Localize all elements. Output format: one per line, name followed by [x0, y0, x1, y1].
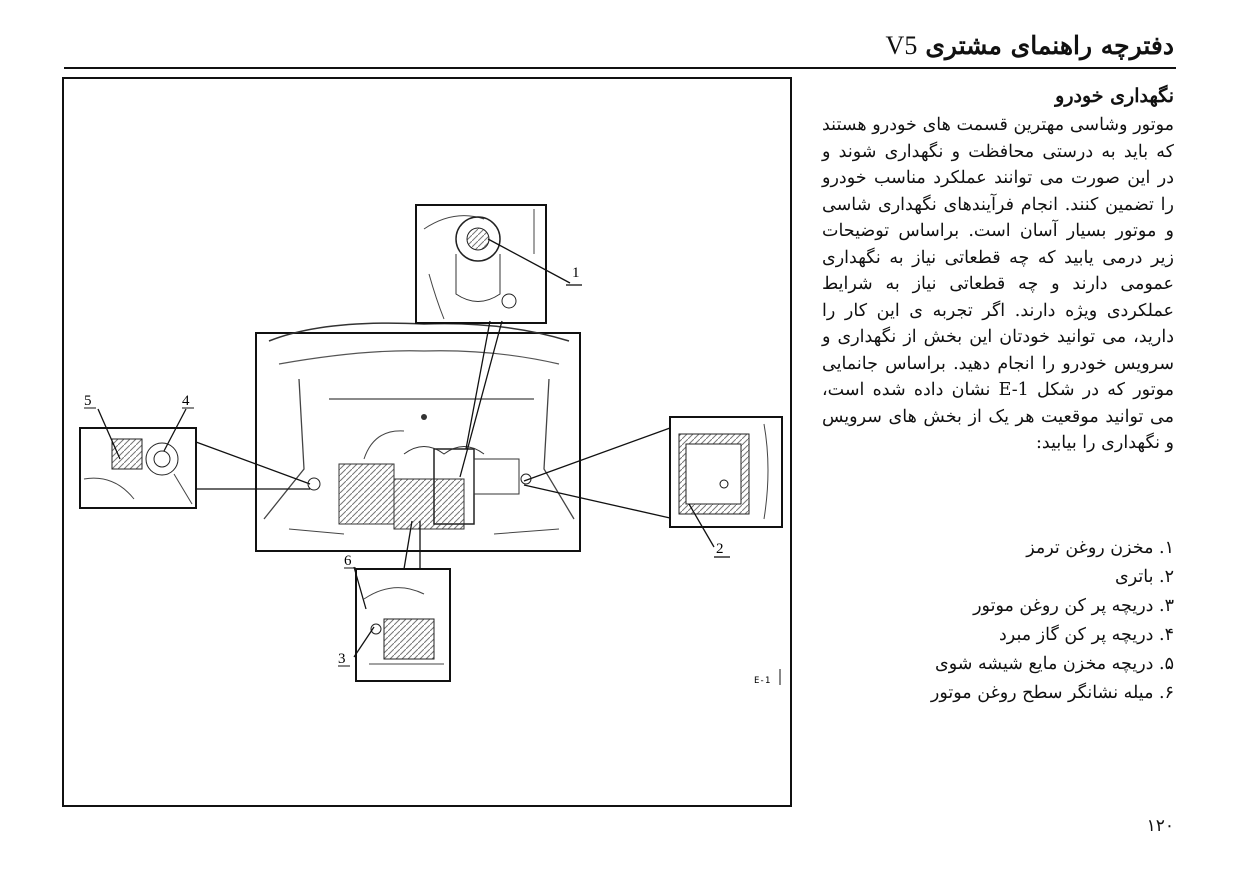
inset-brake-reservoir: [416, 205, 546, 323]
manual-title: دفترچه راهنمای مشتری: [925, 31, 1174, 60]
callout-number-4: 4: [182, 393, 190, 409]
page-number: ۱۲۰: [1146, 816, 1174, 836]
header-divider: [64, 67, 1176, 69]
inset-washer-refrigerant: [80, 428, 196, 508]
callout-number-6: 6: [344, 553, 352, 569]
vehicle-model: V5: [885, 31, 918, 60]
list-item: ۵. دریچه مخزن مایع شیشه شوی: [935, 654, 1174, 674]
inset-battery: [670, 417, 782, 527]
engine-layout-figure: [62, 77, 792, 807]
callout-number-1: 1: [572, 265, 580, 281]
list-item: ۴. دریچه پر کن گاز مبرد: [999, 625, 1174, 645]
list-item: ۶. میله نشانگر سطح روغن موتور: [930, 683, 1174, 703]
document-header-title: [886, 28, 1174, 64]
engine-bay-main-view: [256, 323, 580, 551]
list-item: ۳. دریچه پر کن روغن موتور: [973, 596, 1174, 616]
callout-number-3: 3: [338, 651, 346, 667]
inset-oil-filler-dipstick: [356, 569, 450, 681]
section-paragraph: موتور وشاسی مهترین قسمت های خودرو هستند که باید به درستی محافظت و نگهداری شوند و در این صورت می توانند عملکرد مناسب خودرو را تضمین کنند. انجام فرآیندهای نگهداری شاسی و موتور بسیار آسان است. براساس توضیحات زیر درمی یابید که چه قطعاتی نیاز به نگهداری عمومی دارند و چه قطعاتی نیاز به شرایط عملکردی ویژه دارند. اگر تجربه ی این کار را دارید، می توانید خودتان این بخش از نگهداری و سرویس خودرو را انجام دهید. براساس جانمایی موتور که در شکل E-1 نشان داده شده است، می توانید موقعیت هر یک از بخش های سرویس و نگهداری را بیابید:: [822, 115, 1174, 453]
engine-bay-diagram: [64, 79, 790, 805]
callout-number-2: 2: [716, 541, 724, 557]
section-heading: نگهداری خودرو: [1055, 85, 1174, 107]
maintenance-text-column: [822, 80, 1174, 457]
figure-label: E-1: [754, 676, 771, 686]
callout-number-5: 5: [84, 393, 92, 409]
list-item: ۲. باتری: [1115, 567, 1174, 587]
list-item: ۱. مخزن روغن ترمز: [1026, 538, 1174, 558]
component-list: [814, 534, 1174, 708]
